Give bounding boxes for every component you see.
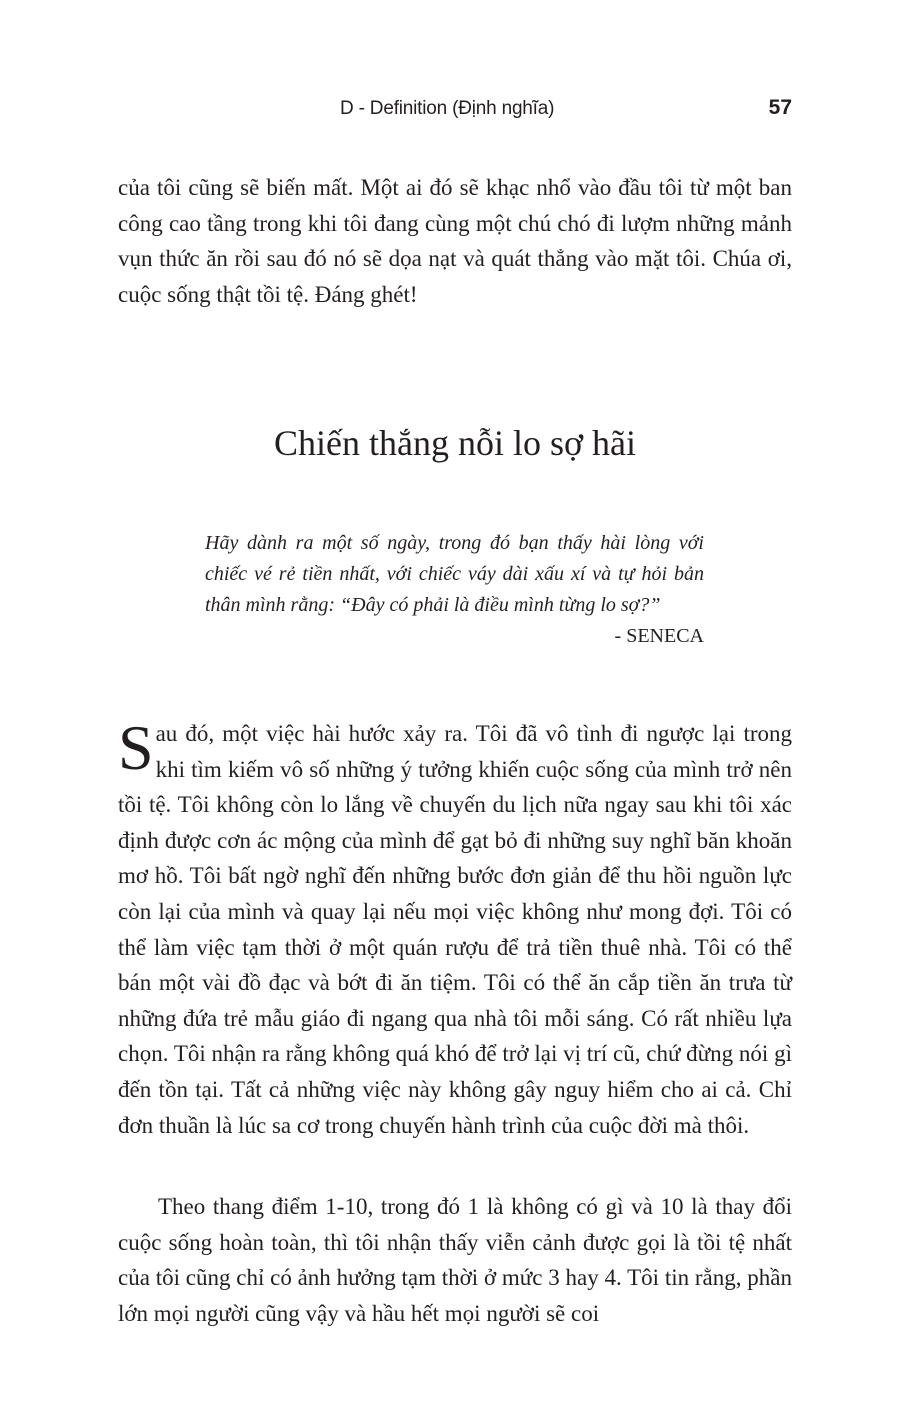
epigraph-quote: Hãy dành ra một số ngày, trong đó bạn thấy hài lòng với chiếc vé rẻ tiền nhất, với chiếc váy dài xấu xí và tự hỏi bản thân mình rằng: “Đây có phải là điều mình từng lo sợ?”	[205, 532, 704, 616]
continuation-paragraph: của tôi cũng sẽ biến mất. Một ai đó sẽ khạc nhổ vào đầu tôi từ một ban công cao tầng trong khi tôi đang cùng một chú chó đi lượm những mảnh vụn thức ăn rồi sau đó nó sẽ dọa nạt và quát thẳng vào mặt tôi. Chúa ơi, cuộc sống thật tồi tệ. Đáng ghét!	[118, 175, 792, 307]
epigraph-attribution: - SENECA	[614, 625, 704, 647]
running-header	[118, 96, 792, 126]
epigraph	[205, 528, 704, 652]
drop-cap: S	[118, 712, 154, 783]
main-paragraph	[118, 712, 792, 1143]
running-title: D - Definition (Định nghĩa)	[340, 98, 555, 119]
section-heading: Chiến thắng nỗi lo sợ hãi	[273, 423, 636, 463]
second-paragraph: Theo thang điểm 1-10, trong đó 1 là không có gì và 10 là thay đổi cuộc sống hoàn toàn, thì tôi nhận thấy viễn cảnh được gọi là tồi tệ nhất của tôi cũng chỉ có ảnh hưởng tạm thời ở mức 3 hay 4. Tôi tin rằng, phần lớn mọi người cũng vậy và hầu hết mọi người sẽ coi	[118, 1194, 792, 1326]
main-paragraph-text: au đó, một việc hài hước xảy ra. Tôi đã vô tình đi ngược lại trong khi tìm kiếm vô số những ý tưởng khiến cuộc sống của mình trở nên tồi tệ. Tôi không còn lo lắng về chuyến du lịch nữa ngay sau khi tôi xác định được cơn ác mộng của mình để gạt bỏ đi những suy nghĩ băn khoăn mơ hồ. Tôi bất ngờ nghĩ đến những bước đơn giản để thu hồi nguồn lực còn lại của mình và quay lại nếu mọi việc không như mong đợi. Tôi có thể làm việc tạm thời ở một quán rượu để trả tiền thuê nhà. Tôi có thể bán một vài đồ đạc và bớt đi ăn tiệm. Tôi có thể ăn cắp tiền ăn trưa từ những đứa trẻ mẫu giáo đi ngang qua nhà tôi mỗi sáng. Có rất nhiều lựa chọn. Tôi nhận ra rằng không quá khó để trở lại vị trí cũ, chứ đừng nói gì đến tồn tại. Tất cả những việc này không gây nguy hiểm cho ai cả. Chỉ đơn thuần là lúc sa cơ trong chuyến hành trình của cuộc đời mà thôi.	[118, 721, 792, 1138]
page-number: 57	[768, 96, 792, 119]
